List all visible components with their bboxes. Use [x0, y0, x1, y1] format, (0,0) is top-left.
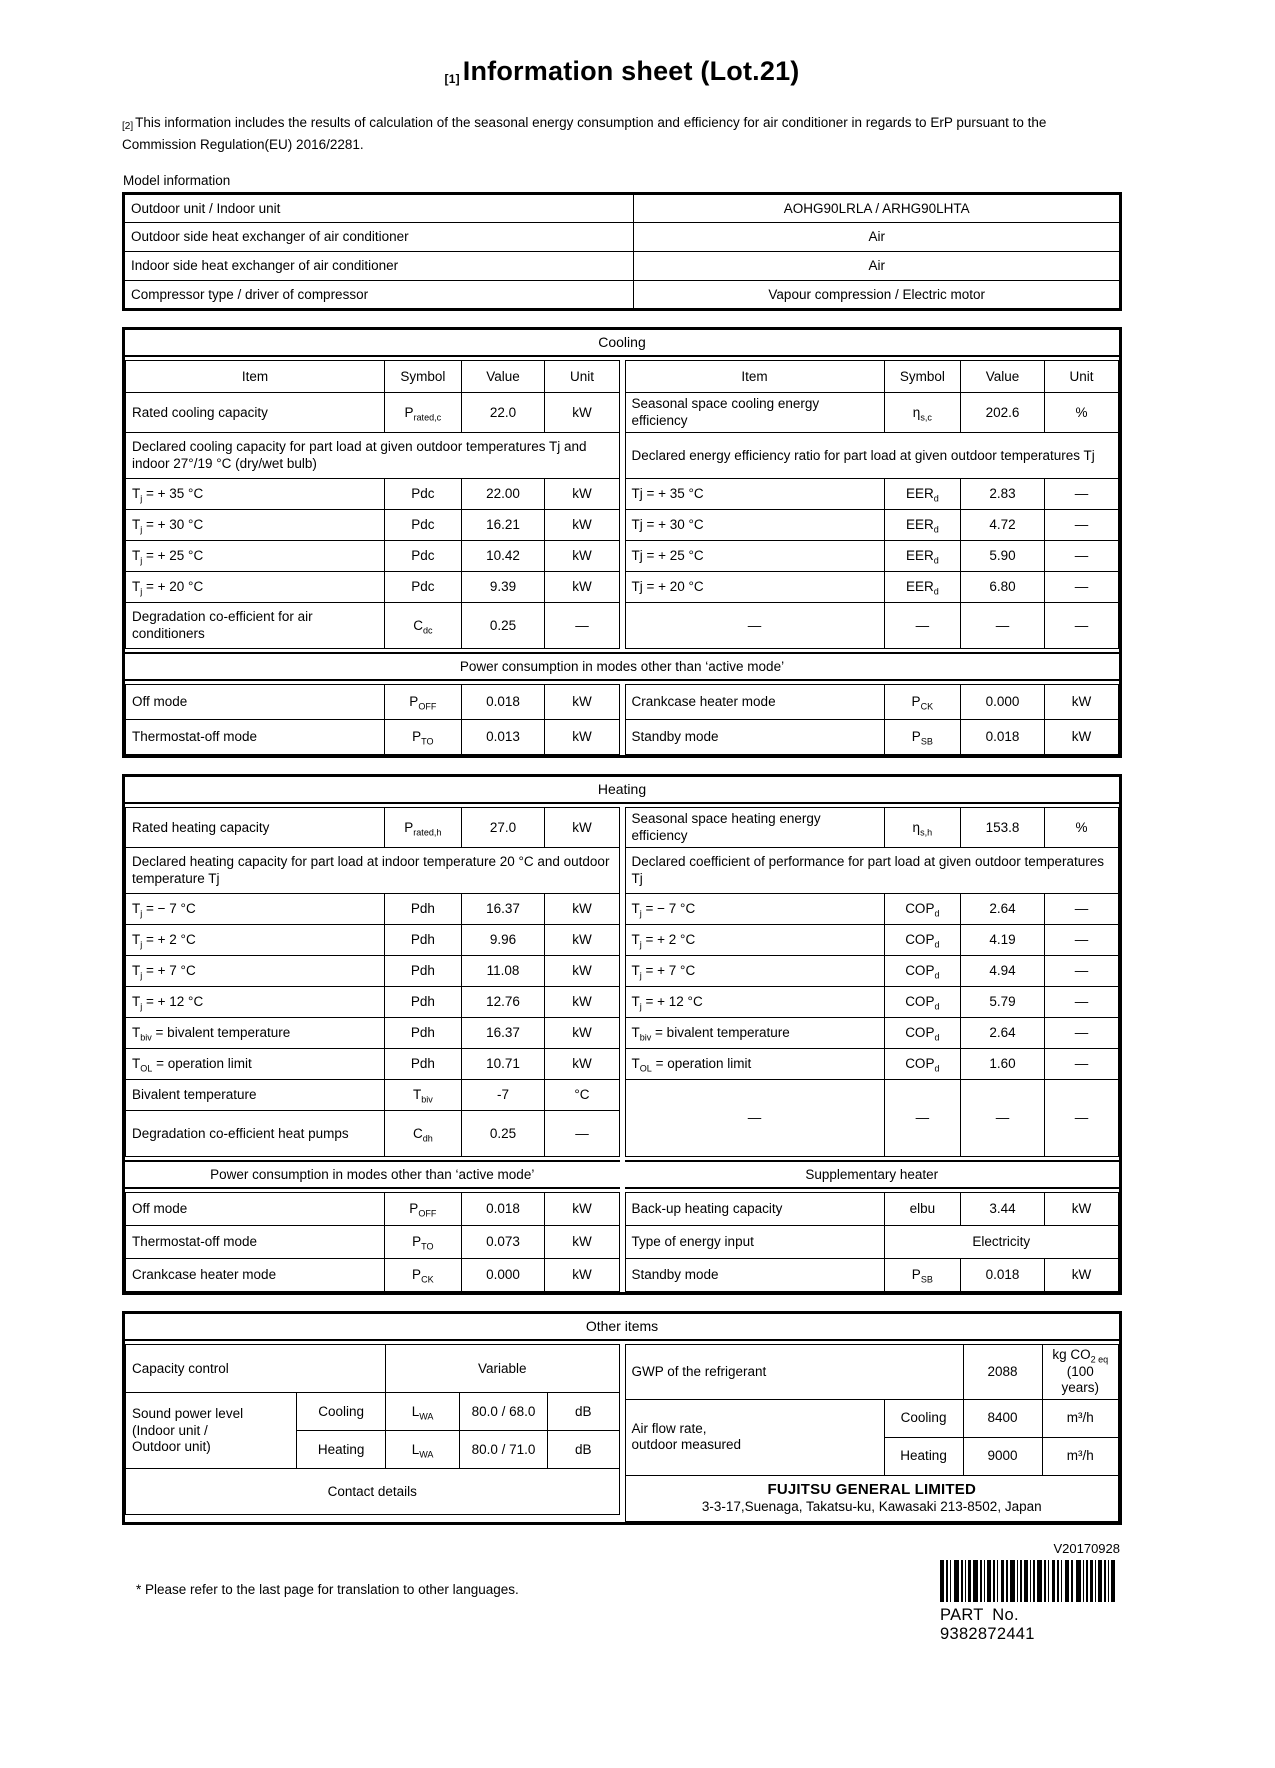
model-information-table: [122, 192, 1122, 311]
cell: kW: [545, 720, 619, 755]
cell: kW: [545, 541, 619, 572]
cell: —: [1044, 603, 1118, 649]
cell: Thermostat-off mode: [126, 1226, 385, 1259]
table-row: [625, 433, 1119, 479]
cell: $COP_d$: [884, 956, 960, 987]
cell: 9.96: [461, 925, 545, 956]
cell: —: [1044, 925, 1118, 956]
cell: Air: [634, 252, 1121, 281]
part-number-block: [940, 1560, 1122, 1644]
cell: AOHG90LRLA / ARHG90LHTA: [634, 194, 1121, 223]
cell: 0.018: [461, 1193, 545, 1226]
table-row: [126, 1080, 620, 1111]
cell: —: [1044, 572, 1118, 603]
table-row: [625, 1049, 1119, 1080]
table-row: [124, 223, 1121, 252]
table-row: [126, 510, 620, 541]
cell: $T_{biv}$: [385, 1080, 461, 1111]
cell: $L_{WA}$: [386, 1431, 460, 1469]
cell: $T_j$ = + 12 °C: [625, 987, 884, 1018]
cell: —: [961, 1080, 1045, 1157]
cell: —: [1044, 1018, 1118, 1049]
cell: kW: [1044, 685, 1118, 720]
table-row: [126, 1111, 620, 1157]
cell: $EER_d$: [884, 541, 960, 572]
table-row: [625, 720, 1119, 755]
cell: 9.39: [461, 572, 545, 603]
cell: -7: [461, 1080, 545, 1111]
cooling-modes-row: [125, 684, 1119, 755]
cell: Seasonal space cooling energy efficiency: [625, 393, 884, 433]
cell: kg $CO_{2 eq}$ (100 years): [1042, 1345, 1119, 1399]
cell: 22.00: [461, 479, 545, 510]
table-row: [126, 1193, 620, 1226]
translation-footnote: * Please refer to the last page for translation to other languages.: [136, 1581, 519, 1597]
cell: 8400: [963, 1399, 1042, 1437]
table-row: [126, 393, 620, 433]
cell: —: [1044, 541, 1118, 572]
cell: $EER_d$: [884, 479, 960, 510]
cell: Back-up heating capacity: [625, 1193, 884, 1226]
cell: kW: [545, 956, 619, 987]
cell: $T_j$ = + 20 °C: [126, 572, 385, 603]
table-row: [625, 685, 1119, 720]
cell: $P_{SB}$: [884, 720, 960, 755]
cell: kW: [545, 685, 619, 720]
cell: —: [545, 1111, 619, 1157]
cell: Pdc: [385, 479, 461, 510]
cell: —: [625, 1080, 884, 1157]
cell: Declared energy efficiency ratio for part load at given outdoor temperatures Tj: [625, 433, 1119, 479]
cell: —: [1044, 1049, 1118, 1080]
cell: Value: [961, 361, 1045, 393]
cell: $T_j$ = + 25 °C: [126, 541, 385, 572]
cooling-left-table: [125, 360, 620, 649]
cell: $COP_d$: [884, 894, 960, 925]
cell: 0.000: [461, 1259, 545, 1292]
heating-left-table: [125, 807, 620, 1157]
table-row: [126, 925, 620, 956]
cell: kW: [545, 1049, 619, 1080]
cell: Type of energy input: [625, 1226, 884, 1259]
cell: 6.80: [961, 572, 1045, 603]
table-row: [625, 1018, 1119, 1049]
cell: Off mode: [126, 1193, 385, 1226]
cell: 9000: [963, 1437, 1042, 1475]
model-information-label: Model information: [123, 173, 231, 189]
cell: —: [1044, 894, 1118, 925]
cell: Degradation co-efficient heat pumps: [126, 1111, 385, 1157]
table-row: [625, 572, 1119, 603]
cell: Indoor side heat exchanger of air conditioner: [124, 252, 634, 281]
table-row: [126, 1259, 620, 1292]
cell: Crankcase heater mode: [126, 1259, 385, 1292]
cell: 11.08: [461, 956, 545, 987]
cell: —: [625, 603, 884, 649]
cell: 153.8: [961, 808, 1045, 848]
table-row: [126, 541, 620, 572]
cell: kW: [545, 479, 619, 510]
cell: 0.018: [961, 1259, 1045, 1292]
cell: Thermostat-off mode: [126, 720, 385, 755]
cell: $P_{TO}$: [385, 1226, 461, 1259]
table-row: [126, 361, 620, 393]
cell: $\eta_{s,h}$: [884, 808, 960, 848]
cell: kW: [545, 1259, 619, 1292]
heating-right-table: [625, 807, 1120, 1157]
supplementary-heater-banner: Supplementary heater: [625, 1160, 1120, 1189]
cooling-right-table: [625, 360, 1120, 649]
cell: —: [884, 1080, 960, 1157]
cell: $EER_d$: [884, 510, 960, 541]
cell: Capacity control: [126, 1345, 386, 1393]
cell: Cooling: [297, 1393, 386, 1431]
cell: $T_j$ = + 7 °C: [625, 956, 884, 987]
version-number: V20170928: [1053, 1540, 1120, 1556]
cell: 80.0 / 68.0: [460, 1393, 548, 1431]
cell: Variable: [386, 1345, 619, 1393]
cell: —: [545, 603, 619, 649]
table-row: [126, 1018, 620, 1049]
cell: $T_{OL}$ = operation limit: [126, 1049, 385, 1080]
cell: GWP of the refrigerant: [625, 1345, 963, 1399]
cell: —: [884, 603, 960, 649]
cell: Pdh: [385, 1049, 461, 1080]
cell: 1.60: [961, 1049, 1045, 1080]
cell: dB: [547, 1431, 619, 1469]
cell: %: [1044, 393, 1118, 433]
table-row: [126, 572, 620, 603]
table-row: [124, 252, 1121, 281]
cell: Degradation co-efficient for air conditioners: [126, 603, 385, 649]
cell: elbu: [884, 1193, 960, 1226]
cell: Symbol: [884, 361, 960, 393]
cell: 10.42: [461, 541, 545, 572]
cell: Outdoor unit / Indoor unit: [124, 194, 634, 223]
cell: FUJITSU GENERAL LIMITED 3-3-17,Suenaga, Takatsu-ku, Kawasaki 213-8502, Japan: [625, 1475, 1119, 1521]
cell: Item: [625, 361, 884, 393]
table-row: [625, 894, 1119, 925]
page-footer: [122, 1541, 1122, 1644]
cell: —: [1044, 956, 1118, 987]
table-row: [126, 720, 620, 755]
cell: Air: [634, 223, 1121, 252]
cell: $C_{dh}$: [385, 1111, 461, 1157]
cell: Tj = + 35 °C: [625, 479, 884, 510]
table-row: [625, 1345, 1119, 1399]
cell: Bivalent temperature: [126, 1080, 385, 1111]
cooling-main-row: [125, 360, 1119, 649]
cell: Rated heating capacity: [126, 808, 385, 848]
cell: 2.64: [961, 1018, 1045, 1049]
cell: kW: [545, 808, 619, 848]
table-row: [126, 987, 620, 1018]
table-row: [625, 848, 1119, 894]
intro-paragraph: [2] This information includes the results of calculation of the seasonal energy consumption and efficiency for air conditioner in regards to ErP pursuant to the Commission Regulation(EU) 2016/2281.: [122, 115, 1047, 152]
cell: Rated cooling capacity: [126, 393, 385, 433]
cell: kW: [1044, 1259, 1118, 1292]
footer-row: [122, 1560, 1122, 1644]
cell: kW: [545, 510, 619, 541]
cell: —: [961, 603, 1045, 649]
cell: $P_{rated,c}$: [385, 393, 461, 433]
cell: Declared heating capacity for part load at indoor temperature 20 °C and outdoor temperature Tj: [126, 848, 620, 894]
cell: kW: [545, 1018, 619, 1049]
cell: 2.64: [961, 894, 1045, 925]
table-row: [625, 603, 1119, 649]
other-items-row: [125, 1344, 1119, 1521]
heating-modes-right-table: [625, 1192, 1120, 1292]
cell: Tj = + 20 °C: [625, 572, 884, 603]
cell: kW: [545, 894, 619, 925]
cell: kW: [545, 572, 619, 603]
table-row: [126, 603, 620, 649]
table-row: [625, 541, 1119, 572]
table-row: [625, 808, 1119, 848]
cell: m³/h: [1042, 1399, 1119, 1437]
cell: 4.72: [961, 510, 1045, 541]
cell: Standby mode: [625, 720, 884, 755]
cooling-modes-left-table: [125, 684, 620, 755]
cell: 3.44: [961, 1193, 1045, 1226]
cell: $\eta_{s,c}$: [884, 393, 960, 433]
table-row: [126, 1345, 620, 1393]
cell: Electricity: [884, 1226, 1118, 1259]
cell: $C_{dc}$: [385, 603, 461, 649]
heating-section: [122, 774, 1122, 1295]
cell: Symbol: [385, 361, 461, 393]
cell: $P_{SB}$: [884, 1259, 960, 1292]
cell: $P_{OFF}$: [385, 685, 461, 720]
cell: 0.25: [461, 603, 545, 649]
cell: 16.37: [461, 1018, 545, 1049]
table-row: [126, 685, 620, 720]
cell: —: [1044, 479, 1118, 510]
cell: $EER_d$: [884, 572, 960, 603]
cell: 0.25: [461, 1111, 545, 1157]
cell: $T_{biv}$ = bivalent temperature: [126, 1018, 385, 1049]
other-items-left-table: [125, 1344, 620, 1521]
cell: Cooling: [884, 1399, 963, 1437]
table-row: [126, 956, 620, 987]
information-sheet-page: [122, 0, 1122, 1644]
cooling-power-modes-banner: Power consumption in modes other than ‘active mode’: [125, 652, 1119, 681]
table-row: [625, 361, 1119, 393]
cell: 10.71: [461, 1049, 545, 1080]
cell: 16.21: [461, 510, 545, 541]
cooling-modes-right-table: [625, 684, 1120, 755]
cell: $T_j$ = + 7 °C: [126, 956, 385, 987]
cell: kW: [545, 1193, 619, 1226]
cell: 2.83: [961, 479, 1045, 510]
cell: $L_{WA}$: [386, 1393, 460, 1431]
cell: Pdh: [385, 987, 461, 1018]
cell: 0.018: [961, 720, 1045, 755]
cell: $P_{TO}$: [385, 720, 461, 755]
cell: Unit: [545, 361, 619, 393]
table-row: [126, 1469, 620, 1515]
cell: $P_{CK}$: [884, 685, 960, 720]
table-row: [126, 1393, 620, 1431]
cell: Pdc: [385, 510, 461, 541]
table-row: [625, 956, 1119, 987]
heating-modes-left-table: [125, 1192, 620, 1292]
table-row: [625, 1399, 1119, 1437]
intro-index: [2]: [122, 121, 134, 132]
cell: 0.018: [461, 685, 545, 720]
cell: $COP_d$: [884, 925, 960, 956]
table-row: [625, 1080, 1119, 1157]
table-row: [126, 808, 620, 848]
cell: Declared cooling capacity for part load at given outdoor temperatures Tj and indoor 27°/19 °C (dry/wet bulb): [126, 433, 620, 479]
table-row: [625, 925, 1119, 956]
cell: $P_{rated,h}$: [385, 808, 461, 848]
cell: 22.0: [461, 393, 545, 433]
table-row: [126, 1226, 620, 1259]
cell: Value: [461, 361, 545, 393]
cell: $T_{OL}$ = operation limit: [625, 1049, 884, 1080]
cell: 4.94: [961, 956, 1045, 987]
cell: $T_j$ = + 30 °C: [126, 510, 385, 541]
cell: Heating: [884, 1437, 963, 1475]
table-row: [126, 479, 620, 510]
cell: Vapour compression / Electric motor: [634, 281, 1121, 310]
cell: Declared coefficient of performance for part load at given outdoor temperatures Tj: [625, 848, 1119, 894]
table-row: [625, 987, 1119, 1018]
other-items-section: [122, 1311, 1122, 1524]
cell: $COP_d$: [884, 987, 960, 1018]
cooling-title: Cooling: [125, 330, 1119, 357]
cell: Tj = + 30 °C: [625, 510, 884, 541]
cell: Unit: [1044, 361, 1118, 393]
part-number: PART No. 9382872441: [940, 1605, 1035, 1643]
cell: Air flow rate, outdoor measured: [625, 1399, 884, 1475]
cell: $T_j$ = + 35 °C: [126, 479, 385, 510]
cell: —: [1044, 510, 1118, 541]
cell: kW: [545, 987, 619, 1018]
table-row: [625, 1226, 1119, 1259]
cell: Sound power level (Indoor unit / Outdoor unit): [126, 1393, 297, 1469]
cell: 0.000: [961, 685, 1045, 720]
cooling-section: [122, 327, 1122, 758]
table-row: [625, 1193, 1119, 1226]
cell: $T_j$ = + 2 °C: [126, 925, 385, 956]
heating-modes-row: [125, 1192, 1119, 1292]
heating-title: Heating: [125, 777, 1119, 804]
heating-power-modes-banner: Power consumption in modes other than ‘active mode’: [125, 1160, 620, 1189]
heating-banner-row: [125, 1160, 1119, 1189]
table-row: [124, 194, 1121, 223]
cell: Pdh: [385, 956, 461, 987]
cell: °C: [545, 1080, 619, 1111]
cell: 5.79: [961, 987, 1045, 1018]
cell: $P_{CK}$: [385, 1259, 461, 1292]
cell: $T_j$ = − 7 °C: [126, 894, 385, 925]
cell: Compressor type / driver of compressor: [124, 281, 634, 310]
cell: %: [1044, 808, 1118, 848]
barcode: [940, 1560, 1118, 1602]
cell: 5.90: [961, 541, 1045, 572]
other-items-right-table: [625, 1344, 1120, 1521]
table-row: [126, 894, 620, 925]
cell: Pdh: [385, 1018, 461, 1049]
cell: Pdc: [385, 572, 461, 603]
table-row: [625, 510, 1119, 541]
table-row: [124, 281, 1121, 310]
cell: Contact details: [126, 1469, 620, 1515]
cell: $T_j$ = + 2 °C: [625, 925, 884, 956]
cell: kW: [1044, 720, 1118, 755]
cell: kW: [1044, 1193, 1118, 1226]
cell: 16.37: [461, 894, 545, 925]
cell: Outdoor side heat exchanger of air conditioner: [124, 223, 634, 252]
cell: $P_{OFF}$: [385, 1193, 461, 1226]
cell: Tj = + 25 °C: [625, 541, 884, 572]
cell: Heating: [297, 1431, 386, 1469]
cell: $T_{biv}$ = bivalent temperature: [625, 1018, 884, 1049]
cell: —: [1044, 1080, 1118, 1157]
cell: Crankcase heater mode: [625, 685, 884, 720]
cell: $T_j$ = + 12 °C: [126, 987, 385, 1018]
cell: $COP_d$: [884, 1049, 960, 1080]
cell: dB: [547, 1393, 619, 1431]
cell: Item: [126, 361, 385, 393]
heating-main-row: [125, 807, 1119, 1157]
cell: 0.073: [461, 1226, 545, 1259]
cell: 27.0: [461, 808, 545, 848]
table-row: [126, 433, 620, 479]
cell: 12.76: [461, 987, 545, 1018]
cell: 0.013: [461, 720, 545, 755]
cell: $COP_d$: [884, 1018, 960, 1049]
table-row: [126, 848, 620, 894]
cell: Seasonal space heating energy efficiency: [625, 808, 884, 848]
table-row: [625, 479, 1119, 510]
title-index: [1]: [444, 72, 460, 86]
cell: Pdh: [385, 925, 461, 956]
cell: 80.0 / 71.0: [460, 1431, 548, 1469]
page-title: [1] Information sheet (Lot.21): [444, 56, 800, 86]
cell: —: [1044, 987, 1118, 1018]
cell: Standby mode: [625, 1259, 884, 1292]
cell: kW: [545, 1226, 619, 1259]
cell: 4.19: [961, 925, 1045, 956]
other-items-title: Other items: [125, 1314, 1119, 1341]
cell: Pdc: [385, 541, 461, 572]
table-row: [625, 1475, 1119, 1521]
cell: Off mode: [126, 685, 385, 720]
cell: Pdh: [385, 894, 461, 925]
cell: 202.6: [961, 393, 1045, 433]
cell: $T_j$ = − 7 °C: [625, 894, 884, 925]
cell: m³/h: [1042, 1437, 1119, 1475]
cell: kW: [545, 925, 619, 956]
table-row: [625, 393, 1119, 433]
cell: 2088: [963, 1345, 1042, 1399]
table-row: [625, 1259, 1119, 1292]
table-row: [126, 1049, 620, 1080]
cell: kW: [545, 393, 619, 433]
